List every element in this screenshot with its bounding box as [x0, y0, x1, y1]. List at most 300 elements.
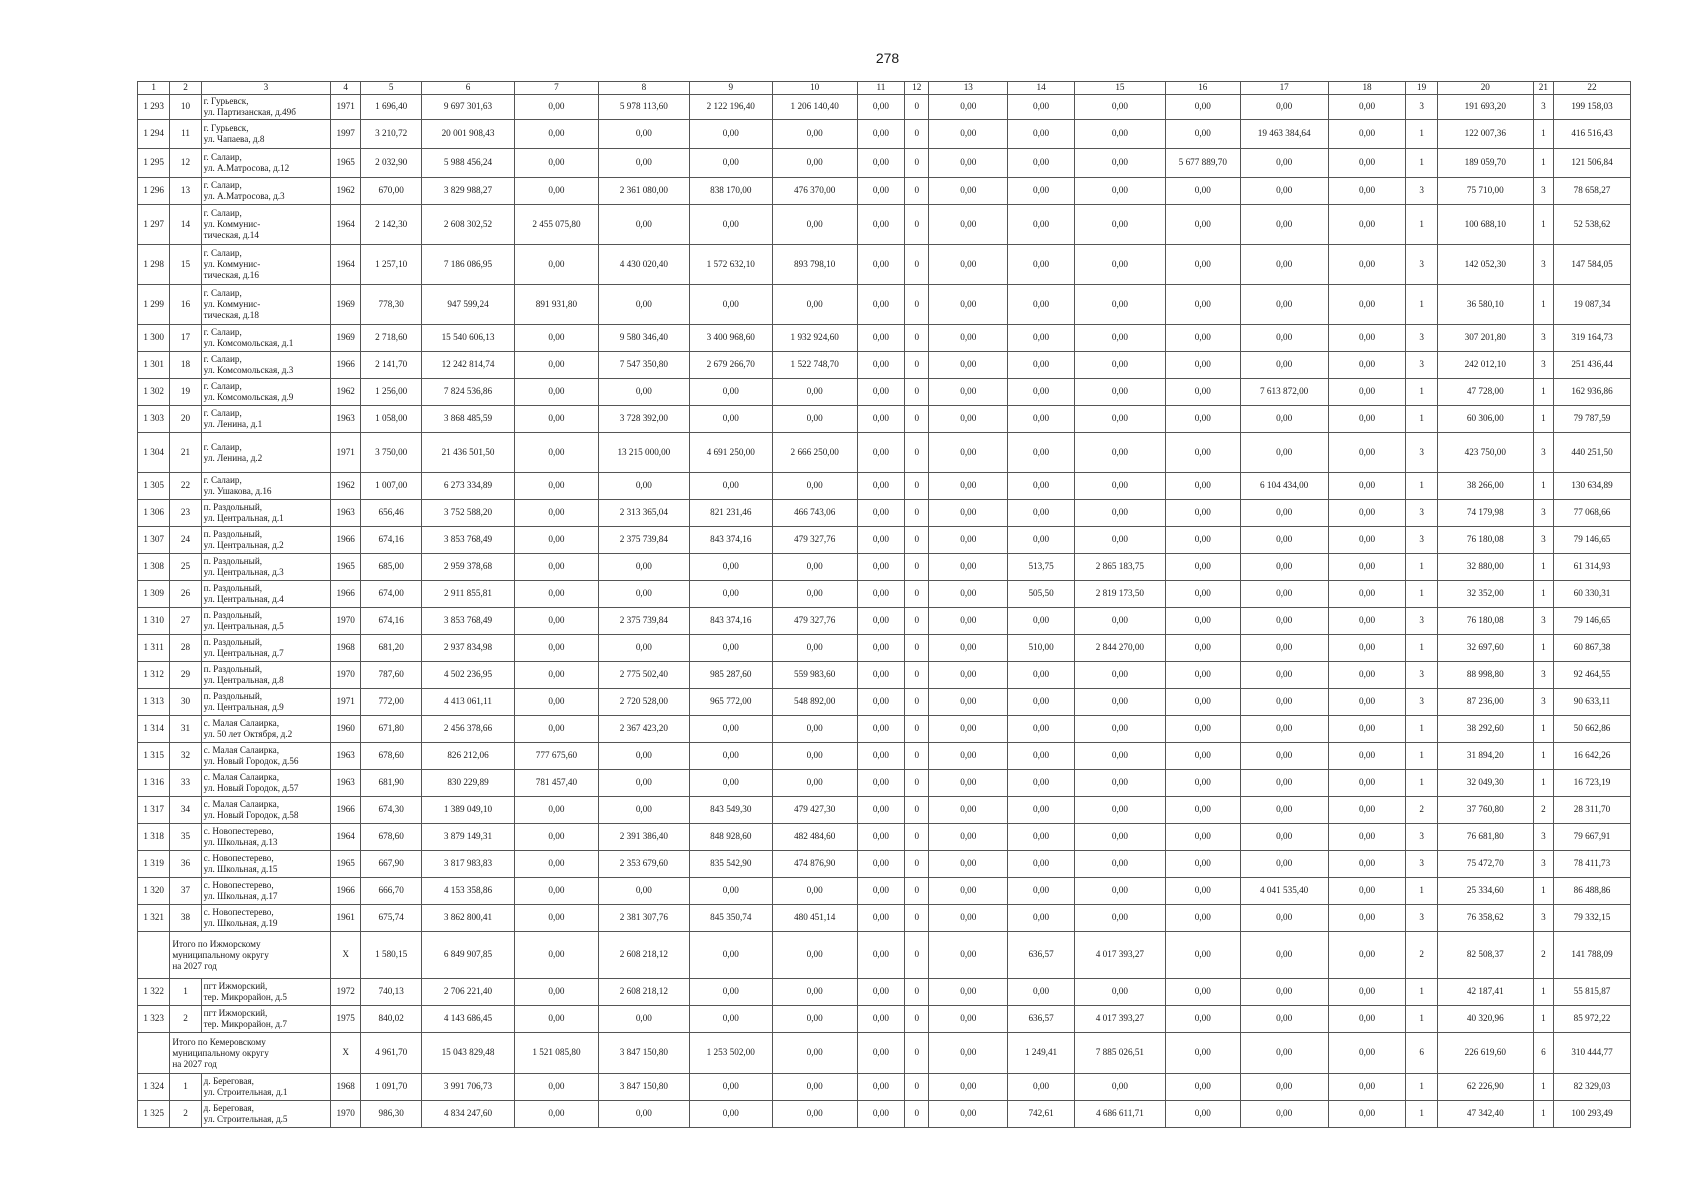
table-cell: 3 [1533, 824, 1553, 851]
table-cell: 3 817 983,83 [422, 851, 515, 878]
table-cell: 3 847 150,80 [598, 1033, 689, 1074]
table-cell: 0,00 [929, 245, 1008, 285]
table-cell: 0,00 [1165, 878, 1240, 905]
address-line: г. Салаир, [203, 441, 242, 452]
table-cell: 479 327,76 [772, 608, 857, 635]
table-cell: 0,00 [1240, 979, 1328, 1006]
table-cell: 76 681,80 [1437, 824, 1533, 851]
table-cell: 0 [905, 352, 929, 379]
table-cell: 0,00 [857, 1101, 905, 1128]
table-cell: 7 885 026,51 [1074, 1033, 1165, 1074]
address-cell [201, 1006, 330, 1033]
table-cell: 0,00 [929, 979, 1008, 1006]
table-cell: 3 853 768,49 [422, 608, 515, 635]
table-cell: 27 [170, 608, 201, 635]
table-cell: 0,00 [689, 1074, 772, 1101]
table-cell: 2 [170, 1101, 201, 1128]
address-line: тер. Микрорайон, д.7 [203, 1019, 287, 1029]
table-cell: 13 215 000,00 [598, 433, 689, 473]
table-cell: 1 [1533, 1006, 1553, 1033]
table-cell: 28 [170, 635, 201, 662]
address-line: на 2027 год [172, 1058, 217, 1069]
address-cell [201, 205, 330, 245]
table-cell: 0 [905, 95, 929, 120]
table-cell: 0,00 [1328, 527, 1406, 554]
table-cell: 0 [905, 285, 929, 325]
table-cell: 1962 [331, 178, 361, 205]
table-cell: 0,00 [1074, 433, 1165, 473]
table-cell: 0,00 [1074, 149, 1165, 178]
table-cell: 22 [170, 473, 201, 500]
table-cell: 1 298 [138, 245, 170, 285]
address-line: ул. Комсомольская, д.3 [203, 365, 294, 375]
table-cell: 1 303 [138, 406, 170, 433]
table-cell: 0,00 [1074, 95, 1165, 120]
table-cell: 0,00 [1008, 851, 1075, 878]
table-cell: 0,00 [1240, 932, 1328, 979]
table-cell: 0,00 [1240, 797, 1328, 824]
table-cell: 1963 [331, 770, 361, 797]
table-cell: 3 [1533, 608, 1553, 635]
table-cell: 0,00 [1008, 285, 1075, 325]
column-number: 22 [1554, 82, 1631, 95]
table-cell: 3 [1406, 662, 1437, 689]
table-cell: 0,00 [1008, 500, 1075, 527]
table-cell: 0,00 [857, 743, 905, 770]
table-cell: 0,00 [772, 205, 857, 245]
table-cell: 32 880,00 [1437, 554, 1533, 581]
table-cell: 77 068,66 [1554, 500, 1631, 527]
table-cell: 2 720 528,00 [598, 689, 689, 716]
table-row [138, 581, 1631, 608]
table-cell: 0,00 [857, 608, 905, 635]
address-cell [201, 352, 330, 379]
table-cell: 0,00 [598, 285, 689, 325]
table-cell: 0,00 [1074, 608, 1165, 635]
table-cell: 1 [1406, 1006, 1437, 1033]
table-cell: 1997 [331, 120, 361, 149]
table-cell: 1971 [331, 95, 361, 120]
table-cell: 0,00 [1328, 352, 1406, 379]
table-cell: 3 [1406, 245, 1437, 285]
table-cell: 0,00 [929, 770, 1008, 797]
table-cell: 0,00 [1165, 1006, 1240, 1033]
column-number: 6 [422, 82, 515, 95]
table-cell: 1 [170, 979, 201, 1006]
table-cell: 130 634,89 [1554, 473, 1631, 500]
table-cell: 843 549,30 [689, 797, 772, 824]
subtotal-row [138, 932, 1631, 979]
column-number: 5 [361, 82, 422, 95]
table-cell: 2 608 218,12 [598, 932, 689, 979]
table-cell: 2 959 378,68 [422, 554, 515, 581]
address-cell [201, 770, 330, 797]
table-cell: 0,00 [1165, 500, 1240, 527]
address-line: Итого по Ижморскому [172, 938, 261, 949]
address-line: г. Салаир, [203, 408, 242, 418]
address-line: пгт Ижморский, [203, 981, 268, 991]
table-cell: 3 [1533, 325, 1553, 352]
table-cell: 0,00 [1165, 1074, 1240, 1101]
table-cell: 0,00 [514, 473, 598, 500]
table-cell: 0,00 [929, 500, 1008, 527]
table-cell: 0 [905, 608, 929, 635]
table-cell: 0,00 [514, 635, 598, 662]
table-cell: 6 849 907,85 [422, 932, 515, 979]
table-cell: 2 706 221,40 [422, 979, 515, 1006]
table-cell: 0 [905, 1074, 929, 1101]
table-cell: 0,00 [1165, 1101, 1240, 1128]
table-cell: 2 367 423,20 [598, 716, 689, 743]
table-cell: 840,02 [361, 1006, 422, 1033]
table-cell: 0,00 [514, 932, 598, 979]
table-cell: 636,57 [1008, 1006, 1075, 1033]
table-cell: 5 677 889,70 [1165, 149, 1240, 178]
address-line: муниципальному округу [172, 949, 269, 960]
table-cell: 0,00 [1074, 905, 1165, 932]
table-cell: 3 728 392,00 [598, 406, 689, 433]
address-line: ул. Центральная, д.2 [203, 540, 284, 550]
table-cell: 0,00 [514, 95, 598, 120]
table-cell: 0,00 [514, 406, 598, 433]
table-cell: 0,00 [689, 1006, 772, 1033]
address-cell [201, 500, 330, 527]
table-cell: 0,00 [689, 149, 772, 178]
table-cell: 0,00 [857, 1033, 905, 1074]
table-cell: 1 295 [138, 149, 170, 178]
table-cell: 0,00 [857, 500, 905, 527]
table-cell: 1963 [331, 743, 361, 770]
address-line: п. Раздольный, [203, 637, 263, 647]
table-cell: 0,00 [929, 689, 1008, 716]
empty-cell [138, 932, 170, 979]
table-cell: 2 [1533, 797, 1553, 824]
table-cell: 0,00 [514, 608, 598, 635]
table-cell: 11 [170, 120, 201, 149]
table-cell: 0 [905, 797, 929, 824]
column-number: 7 [514, 82, 598, 95]
column-number: 20 [1437, 82, 1533, 95]
table-cell: 90 633,11 [1554, 689, 1631, 716]
table-cell: 7 186 086,95 [422, 245, 515, 285]
table-cell: 0,00 [514, 1074, 598, 1101]
table-cell: 0,00 [514, 527, 598, 554]
table-cell: 79 146,65 [1554, 608, 1631, 635]
table-cell: 60 306,00 [1437, 406, 1533, 433]
table-cell: X [331, 1033, 361, 1074]
table-cell: 0,00 [857, 797, 905, 824]
table-cell: 0 [905, 770, 929, 797]
table-cell: 893 798,10 [772, 245, 857, 285]
address-line: с. Малая Салаирка, [203, 718, 280, 728]
table-cell: 1 [1533, 205, 1553, 245]
table-cell: 79 146,65 [1554, 527, 1631, 554]
table-cell: 13 [170, 178, 201, 205]
table-cell: 3 [1406, 689, 1437, 716]
address-line: ул. Коммунис- [203, 259, 261, 269]
address-line: с. Новопестерево, [203, 880, 274, 890]
address-line: ул. Новый Городок, д.56 [203, 756, 299, 766]
table-cell: 0,00 [857, 285, 905, 325]
table-cell: 3 [1406, 325, 1437, 352]
table-cell: 2 122 196,40 [689, 95, 772, 120]
table-cell: 772,00 [361, 689, 422, 716]
table-cell: 0,00 [514, 905, 598, 932]
table-cell: 1 572 632,10 [689, 245, 772, 285]
table-cell: 0,00 [772, 581, 857, 608]
table-cell: 740,13 [361, 979, 422, 1006]
address-cell [201, 178, 330, 205]
table-cell: 0,00 [1008, 608, 1075, 635]
table-cell: 2 [170, 1006, 201, 1033]
table-cell: 1970 [331, 1101, 361, 1128]
table-cell: 0,00 [929, 1006, 1008, 1033]
table-cell: 787,60 [361, 662, 422, 689]
table-cell: 843 374,16 [689, 527, 772, 554]
table-cell: 0 [905, 120, 929, 149]
table-cell: 0,00 [1328, 500, 1406, 527]
table-cell: X [331, 932, 361, 979]
table-cell: 0,00 [1074, 689, 1165, 716]
table-cell: 307 201,80 [1437, 325, 1533, 352]
table-cell: 1971 [331, 689, 361, 716]
table-cell: 965 772,00 [689, 689, 772, 716]
table-cell: 61 314,93 [1554, 554, 1631, 581]
table-cell: 0,00 [1328, 689, 1406, 716]
address-cell [201, 608, 330, 635]
table-row [138, 205, 1631, 245]
table-cell: 3 [1533, 178, 1553, 205]
table-cell: 845 350,74 [689, 905, 772, 932]
address-cell [201, 743, 330, 770]
table-row [138, 406, 1631, 433]
table-cell: 3 [1406, 851, 1437, 878]
table-cell: 482 484,60 [772, 824, 857, 851]
table-cell: 0,00 [1240, 554, 1328, 581]
table-row [138, 770, 1631, 797]
table-cell: 0,00 [598, 379, 689, 406]
empty-cell [138, 1033, 170, 1074]
table-row [138, 500, 1631, 527]
table-cell: 0,00 [857, 824, 905, 851]
table-cell: 0,00 [1240, 635, 1328, 662]
table-cell: 1 299 [138, 285, 170, 325]
table-cell: 0,00 [857, 662, 905, 689]
table-cell: 47 728,00 [1437, 379, 1533, 406]
table-cell: 0 [905, 473, 929, 500]
table-cell: 0,00 [929, 824, 1008, 851]
address-line: п. Раздольный, [203, 691, 263, 701]
table-cell: 0,00 [1165, 205, 1240, 245]
table-cell: 122 007,36 [1437, 120, 1533, 149]
table-cell: 821 231,46 [689, 500, 772, 527]
table-cell: 1 308 [138, 554, 170, 581]
table-cell: 1 315 [138, 743, 170, 770]
table-cell: 1 297 [138, 205, 170, 245]
table-cell: 0,00 [514, 689, 598, 716]
table-row [138, 245, 1631, 285]
table-cell: 0,00 [598, 149, 689, 178]
table-row [138, 379, 1631, 406]
table-cell: 0,00 [1240, 1074, 1328, 1101]
table-cell: 0,00 [1240, 149, 1328, 178]
table-cell: 2 353 679,60 [598, 851, 689, 878]
table-cell: 0 [905, 581, 929, 608]
address-cell [201, 554, 330, 581]
table-cell: 1964 [331, 205, 361, 245]
page-number: 278 [875, 50, 900, 66]
table-cell: 0,00 [1328, 662, 1406, 689]
table-cell: 1 304 [138, 433, 170, 473]
table-cell: 0,00 [1074, 406, 1165, 433]
table-cell: 2 775 502,40 [598, 662, 689, 689]
table-cell: 2 666 250,00 [772, 433, 857, 473]
table-cell: 0 [905, 500, 929, 527]
table-cell: 0,00 [598, 205, 689, 245]
table-cell: 0,00 [1240, 689, 1328, 716]
address-line: ул. Школьная, д.19 [203, 918, 278, 928]
table-cell: 0 [905, 635, 929, 662]
table-cell: 0,00 [929, 581, 1008, 608]
table-row [138, 797, 1631, 824]
table-cell: 0,00 [1165, 932, 1240, 979]
address-line: ул. Партизанская, д.49б [203, 107, 296, 117]
table-cell: 0,00 [929, 554, 1008, 581]
table-cell: 2 937 834,98 [422, 635, 515, 662]
table-cell: 7 547 350,80 [598, 352, 689, 379]
table-cell: 78 411,73 [1554, 851, 1631, 878]
table-cell: 678,60 [361, 824, 422, 851]
table-cell: 2 865 183,75 [1074, 554, 1165, 581]
address-line: г. Салаир, [203, 208, 242, 218]
table-cell: 0,00 [1165, 635, 1240, 662]
table-cell: 6 273 334,89 [422, 473, 515, 500]
table-cell: 0,00 [929, 285, 1008, 325]
table-cell: 0,00 [772, 878, 857, 905]
table-cell: 1 [1406, 635, 1437, 662]
table-cell: 0,00 [514, 824, 598, 851]
table-cell: 1 [1406, 716, 1437, 743]
table-cell: 0,00 [1008, 473, 1075, 500]
table-cell: 47 342,40 [1437, 1101, 1533, 1128]
table-cell: 0,00 [772, 770, 857, 797]
table-cell: 12 [170, 149, 201, 178]
table-cell: 0,00 [689, 743, 772, 770]
table-cell: 2 456 378,66 [422, 716, 515, 743]
address-line: Итого по Кемеровскому [172, 1036, 266, 1047]
table-cell: 4 834 247,60 [422, 1101, 515, 1128]
table-cell: 2 679 266,70 [689, 352, 772, 379]
table-cell: 1 310 [138, 608, 170, 635]
table-cell: 1 318 [138, 824, 170, 851]
table-cell: 0,00 [1165, 743, 1240, 770]
table-cell: 3 210,72 [361, 120, 422, 149]
table-cell: 0,00 [514, 581, 598, 608]
table-cell: 0,00 [1008, 797, 1075, 824]
table-cell: 1964 [331, 824, 361, 851]
table-cell: 0 [905, 716, 929, 743]
table-cell: 1963 [331, 500, 361, 527]
address-line: г. Гурьевск, [203, 123, 249, 133]
subtotal-label [170, 1033, 331, 1074]
table-cell: 1 300 [138, 325, 170, 352]
table-cell: 0 [905, 1006, 929, 1033]
table-cell: 0,00 [1074, 285, 1165, 325]
address-cell [201, 473, 330, 500]
table-cell: 681,20 [361, 635, 422, 662]
column-number: 15 [1074, 82, 1165, 95]
table-cell: 0,00 [689, 932, 772, 979]
table-cell: 0,00 [772, 743, 857, 770]
table-cell: 0,00 [1008, 1074, 1075, 1101]
table-cell: 3 [1406, 824, 1437, 851]
table-cell: 2 911 855,81 [422, 581, 515, 608]
address-line: ул. Коммунис- [203, 299, 261, 309]
table-row [138, 285, 1631, 325]
table-cell: 0,00 [929, 608, 1008, 635]
table-cell: 0,00 [857, 581, 905, 608]
table-cell: 0,00 [857, 120, 905, 149]
table-row [138, 1101, 1631, 1128]
table-cell: 0,00 [1328, 1006, 1406, 1033]
table-cell: 6 [1406, 1033, 1437, 1074]
table-cell: 0,00 [1328, 1033, 1406, 1074]
table-cell: 36 580,10 [1437, 285, 1533, 325]
address-line: ул. Чапаева, д.8 [203, 134, 265, 144]
table-cell: 0,00 [1328, 635, 1406, 662]
table-cell: 1964 [331, 245, 361, 285]
table-cell: 0,00 [857, 245, 905, 285]
table-cell: 0,00 [1240, 1006, 1328, 1033]
table-cell: 0,00 [1074, 325, 1165, 352]
table-cell: 1971 [331, 433, 361, 473]
table-cell: 0,00 [1008, 379, 1075, 406]
table-cell: 1 [1406, 581, 1437, 608]
table-cell: 0,00 [689, 635, 772, 662]
table-cell: 1 [1406, 379, 1437, 406]
table-cell: 75 710,00 [1437, 178, 1533, 205]
table-cell: 2 819 173,50 [1074, 581, 1165, 608]
table-cell: 12 242 814,74 [422, 352, 515, 379]
address-cell [201, 149, 330, 178]
table-cell: 1969 [331, 285, 361, 325]
table-cell: 199 158,03 [1554, 95, 1631, 120]
table-cell: 0,00 [1240, 285, 1328, 325]
table-cell: 1 580,15 [361, 932, 422, 979]
table-cell: 0,00 [857, 433, 905, 473]
table-row [138, 554, 1631, 581]
table-cell: 4 502 236,95 [422, 662, 515, 689]
table-cell: 479 427,30 [772, 797, 857, 824]
table-cell: 19 463 384,64 [1240, 120, 1328, 149]
table-cell: 1 [1533, 770, 1553, 797]
table-cell: 3 [1533, 500, 1553, 527]
table-cell: 0,00 [929, 473, 1008, 500]
table-cell: 3 829 988,27 [422, 178, 515, 205]
table-cell: 0 [905, 527, 929, 554]
table-row [138, 743, 1631, 770]
table-cell: 2 361 080,00 [598, 178, 689, 205]
table-cell: 0,00 [1328, 824, 1406, 851]
table-cell: 0,00 [857, 979, 905, 1006]
address-cell [201, 905, 330, 932]
table-cell: 1960 [331, 716, 361, 743]
table-cell: 0,00 [1074, 205, 1165, 245]
address-line: п. Раздольный, [203, 583, 263, 593]
table-cell: 3 [1533, 95, 1553, 120]
table-cell: 0 [905, 851, 929, 878]
table-cell: 0,00 [1240, 743, 1328, 770]
